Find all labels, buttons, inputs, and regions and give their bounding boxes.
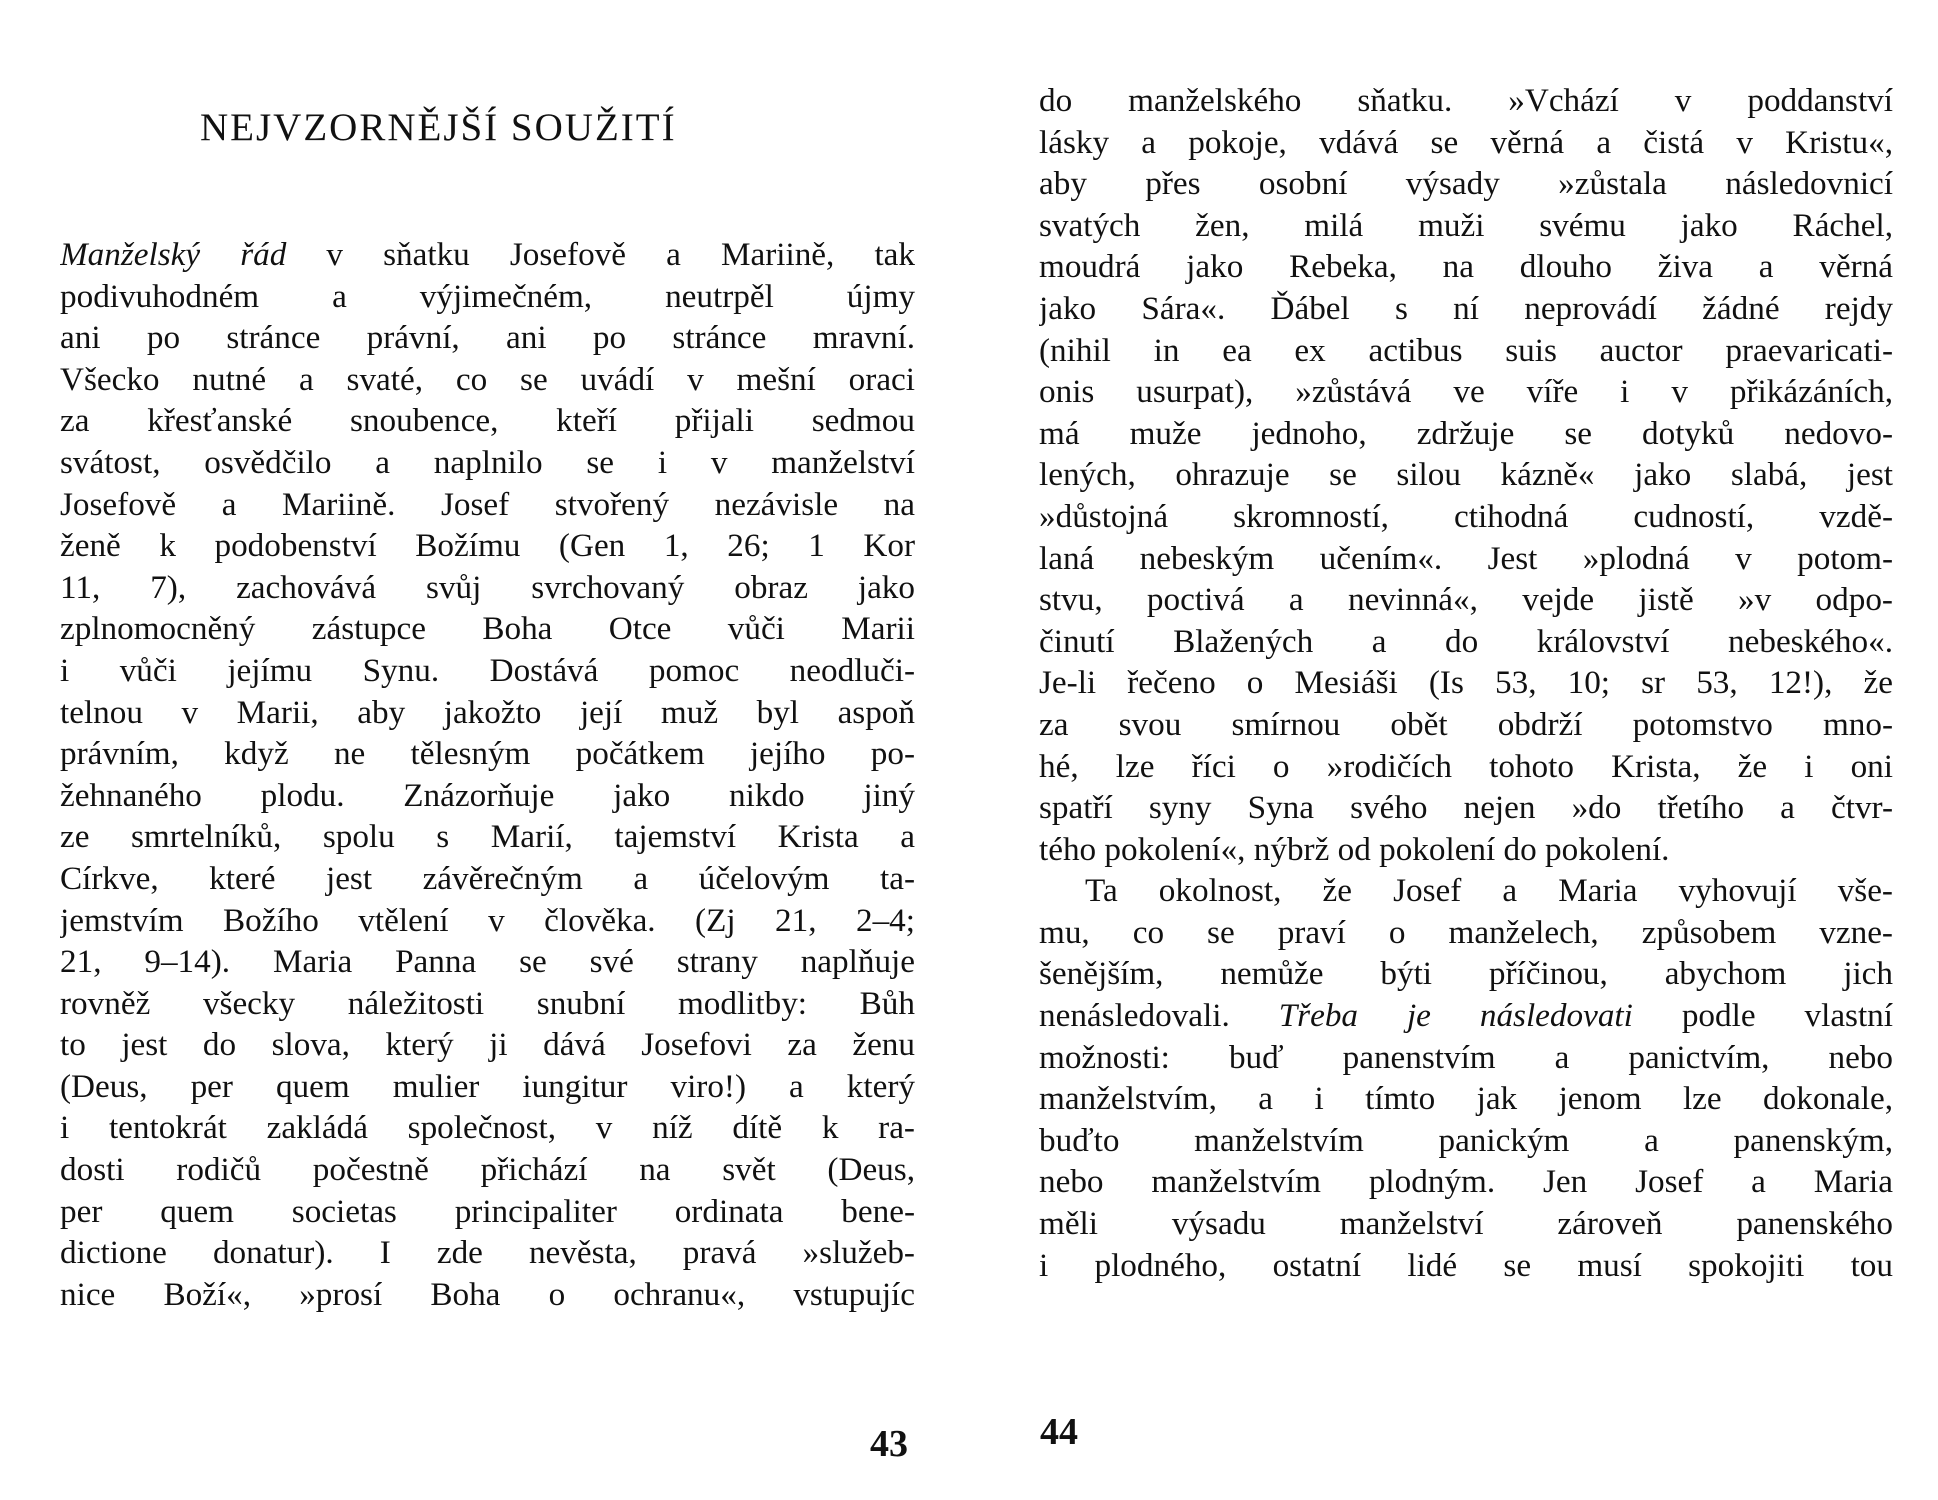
body-line: stvu, poctivá a nevinná«, vejde jistě »v odpo- — [1039, 581, 1893, 619]
body-line: i tentokrát zakládá společnost, v níž dítě k ra- — [60, 1109, 915, 1147]
body-line: moudrá jako Rebeka, na dlouho živa a věrná — [1039, 248, 1893, 286]
body-line: svátost, osvědčilo a naplnilo se i v manželství — [60, 443, 915, 481]
body-line: mu, co se praví o manželech, způsobem vzne- — [1039, 913, 1893, 951]
body-line: možnosti: buď panenstvím a panictvím, nebo — [1039, 1038, 1893, 1076]
body-line: Církve, které jest závěrečným a účelovým ta- — [60, 859, 915, 897]
body-line: nebo manželstvím plodným. Jen Josef a Maria — [1039, 1163, 1893, 1201]
body-line: tého pokolení«, nýbrž od pokolení do pokolení. — [1039, 830, 1670, 868]
body-line: právním, když ne tělesným počátkem jejího po- — [60, 735, 915, 773]
body-line: telnou v Marii, aby jakožto její muž byl aspoň — [60, 693, 915, 731]
body-line: ze smrtelníků, spolu s Marií, tajemství Krista a — [60, 818, 915, 856]
body-line: i vůči jejímu Synu. Dostává pomoc neodluči- — [60, 651, 915, 689]
body-line: 11, 7), zachovává svůj svrchovaný obraz jako — [60, 568, 915, 606]
body-line: do manželského sňatku. »Vchází v poddanství — [1039, 82, 1893, 119]
body-line: onis usurpat), »zůstává ve víře i v přikázáních, — [1039, 373, 1893, 411]
body-line: Josefově a Mariině. Josef stvořený nezávisle na — [60, 485, 915, 523]
paragraph-first-line: Ta okolnost, že Josef a Maria vyhovují vše- — [1085, 872, 1893, 910]
body-text: nenásledovali. — [1039, 997, 1279, 1035]
body-line: aby přes osobní výsady »zůstala následovnicí — [1039, 165, 1893, 203]
body-line — [1039, 995, 1893, 1037]
body-line: ani po stránce právní, ani po stránce mravní. — [60, 319, 915, 357]
body-line: lených, ohrazuje se silou kázně« jako slabá, jest — [1039, 456, 1893, 494]
page-number: 44 — [1040, 1411, 1078, 1453]
body-line: šenějším, nemůže býti příčinou, abychom jich — [1039, 955, 1893, 993]
body-line: Je-li řečeno o Mesiáši (Is 53, 10; sr 53, 12!), že — [1039, 664, 1893, 702]
body-text: v sňatku Josefově a Mariině, tak — [286, 236, 915, 273]
body-line: 21, 9–14). Maria Panna se své strany naplňuje — [60, 943, 915, 981]
body-line: ženě k podobenství Božímu (Gen 1, 26; 1 Kor — [60, 527, 915, 565]
body-line: spatří syny Syna svého nejen »do třetího a čtvr- — [1039, 789, 1893, 827]
body-text: podle vlastní — [1632, 997, 1893, 1035]
body-line: měli výsadu manželství zároveň panenského — [1039, 1205, 1893, 1243]
body-line — [60, 234, 915, 276]
body-line: dosti rodičů počestně přichází na svět (Deus, — [60, 1151, 915, 1189]
body-line: má muže jednoho, zdržuje se dotyků nedovo- — [1039, 414, 1893, 452]
body-line: dictione donatur). I zde nevěsta, pravá »služeb- — [60, 1234, 915, 1272]
body-line: jemstvím Božího vtělení v člověka. (Zj 21, 2–4; — [60, 901, 915, 939]
body-line: to jest do slova, který ji dává Josefovi za ženu — [60, 1026, 915, 1064]
body-line: buďto manželstvím panickým a panenským, — [1039, 1121, 1893, 1159]
body-line: manželstvím, a i tímto jak jenom lze dokonale, — [1039, 1080, 1893, 1118]
body-line: »důstojná skromností, ctihodná cudností, vzdě- — [1039, 497, 1893, 535]
body-line: laná nebeským učením«. Jest »plodná v potom- — [1039, 539, 1893, 577]
body-line: nice Boží«, »prosí Boha o ochranu«, vstupujíc — [60, 1275, 915, 1313]
chapter-title: NEJVZORNĚJŠÍ SOUŽITÍ — [200, 106, 677, 149]
body-line: rovněž všecky náležitosti snubní modlitby: Bůh — [60, 984, 915, 1022]
body-line: i plodného, ostatní lidé se musí spokojiti tou — [1039, 1246, 1893, 1284]
body-line: žehnaného plodu. Znázorňuje jako nikdo jiný — [60, 776, 915, 814]
italic-phrase: Manželský řád — [60, 236, 287, 273]
body-line: Všecko nutné a svaté, co se uvádí v mešní oraci — [60, 360, 915, 398]
right-page — [969, 0, 1938, 1500]
body-line: per quem societas principaliter ordinata bene- — [60, 1192, 915, 1230]
right-page-body — [1039, 80, 1893, 1286]
italic-phrase: Třeba je následovati — [1278, 997, 1633, 1035]
body-line: jako Sára«. Ďábel s ní neprovádí žádné rejdy — [1039, 289, 1893, 327]
body-line: hé, lze říci o »rodičích tohoto Krista, že i oni — [1039, 747, 1893, 785]
left-page-body — [60, 234, 915, 1315]
body-line: (nihil in ea ex actibus suis auctor praevaricati- — [1039, 331, 1893, 369]
body-line: činutí Blažených a do království nebeského«. — [1039, 622, 1893, 660]
body-line: za křesťanské snoubence, kteří přijali sedmou — [60, 402, 915, 440]
body-line: svatých žen, milá muži svému jako Ráchel, — [1039, 206, 1893, 244]
body-line: zplnomocněný zástupce Boha Otce vůči Marii — [60, 610, 915, 648]
body-line: lásky a pokoje, vdává se věrná a čistá v Kristu«, — [1039, 123, 1893, 161]
body-line: za svou smírnou obět obdrží potomstvo mno- — [1039, 705, 1893, 743]
body-line: podivuhodném a výjimečném, neutrpěl újmy — [60, 277, 915, 315]
body-line: (Deus, per quem mulier iungitur viro!) a který — [60, 1067, 915, 1105]
page-number: 43 — [870, 1423, 908, 1465]
